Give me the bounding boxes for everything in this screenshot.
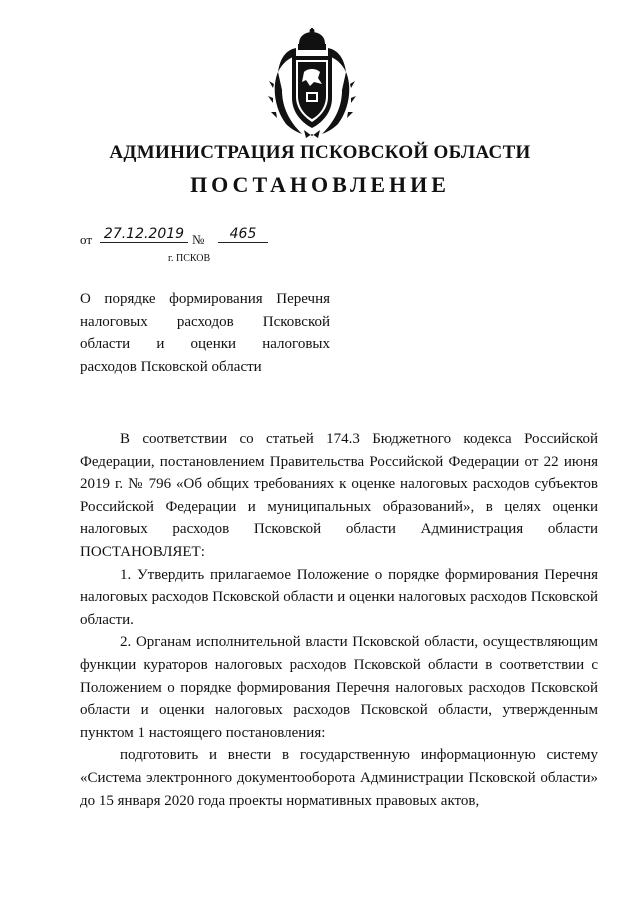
document-subject	[80, 288, 330, 378]
item-2-subparagraph: подготовить и внести в государственную информационную систему «Система электронного документооборота Администрации Псковской области» до 15 января 2020 года проекты нормативных правовых актов,	[80, 747, 598, 809]
number-value: 465	[218, 226, 268, 243]
date-label: от	[80, 232, 93, 247]
item-1-paragraph: 1. Утвердить прилагаемое Положение о порядке формирования Перечня налоговых расходов Псковской области и оценки налоговых расходов Псковской области.	[80, 566, 598, 628]
document-type-title: ПОСТАНОВЛЕНИЕ	[190, 172, 450, 197]
subject-line: расходов Псковской области	[80, 358, 262, 375]
date-number-line	[80, 226, 300, 248]
preamble-paragraph: В соответствии со статьей 174.3 Бюджетного кодекса Российской Федерации, постановлением Правительства Российской Федерации от 22 июня 2019 г. № 796 «Об общих требованиях к оценке налоговых расходов субъектов Российской Федерации и муниципальных образований», в целях оценки налоговых расходов Псковской области Администрация области ПОСТАНОВЛЯЕТ:	[80, 431, 598, 560]
organization-title: АДМИНИСТРАЦИЯ ПСКОВСКОЙ ОБЛАСТИ	[109, 142, 531, 163]
document-body	[80, 428, 598, 812]
subject-line: О порядке формирования Перечня	[80, 291, 330, 307]
number-label: №	[192, 232, 205, 247]
subject-line: налоговых расходов Псковской	[80, 313, 330, 330]
coat-of-arms-icon	[268, 28, 356, 140]
date-value: 27.12.2019	[100, 226, 188, 243]
city-label: г. ПСКОВ	[168, 253, 211, 264]
item-2-paragraph: 2. Органам исполнительной власти Псковской области, осуществляющим функции кураторов налоговых расходов Псковской области в соответствии с Положением о порядке формирования Перечня налоговых расходов Псковской области и оценки налоговых расходов Псковской области, утвержденным пунктом 1 настоящего постановления:	[80, 634, 598, 741]
subject-line: области и оценки налоговых	[80, 336, 330, 353]
